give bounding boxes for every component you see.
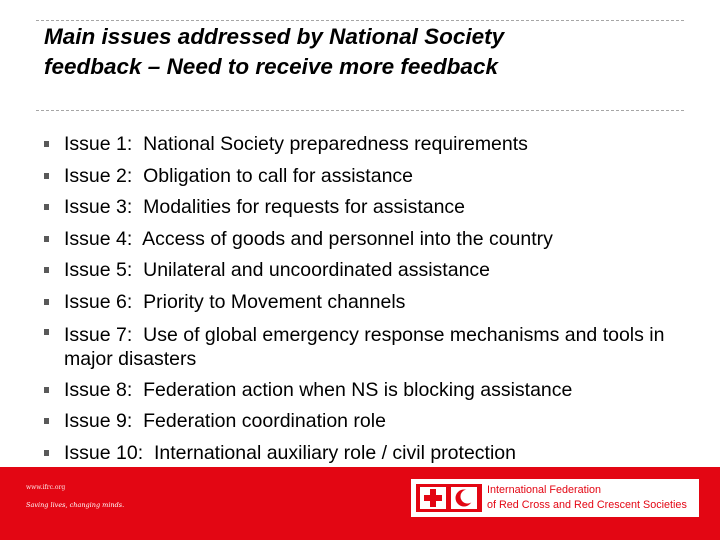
- issue-text: Federation action when NS is blocking assistance: [143, 378, 573, 401]
- logo-emblems: [416, 484, 482, 512]
- square-bullet-icon: [44, 204, 49, 210]
- list-item: [44, 438, 704, 470]
- issue-text: Obligation to call for assistance: [143, 164, 414, 187]
- list-item: [44, 224, 704, 256]
- square-bullet-icon: [44, 418, 49, 424]
- square-bullet-icon: [44, 299, 49, 305]
- issue-label: Issue 1:: [64, 133, 144, 155]
- list-item: [44, 129, 704, 161]
- square-bullet-icon: [44, 329, 49, 335]
- issue-text: Priority to Movement channels: [143, 290, 406, 313]
- square-bullet-icon: [44, 267, 49, 273]
- square-bullet-icon: [44, 173, 49, 179]
- issue-label: Issue 6:: [64, 290, 144, 313]
- issue-label: Issue 2:: [64, 164, 144, 187]
- list-item: [44, 375, 704, 407]
- issue-label: Issue 5:: [64, 259, 144, 282]
- issue-list: [44, 129, 704, 469]
- top-divider: [36, 20, 684, 21]
- issue-text: Federation coordination role: [143, 410, 386, 433]
- red-cross-crescent-icon: [416, 484, 482, 512]
- org-name-line-2: of Red Cross and Red Crescent Societies: [487, 499, 687, 511]
- square-bullet-icon: [44, 387, 49, 393]
- ifrc-logo: [411, 479, 699, 517]
- issue-text: National Society preparedness requirements: [143, 133, 528, 155]
- title-line-1: Main issues addressed by National Society: [44, 24, 505, 49]
- issue-label: Issue 4:: [64, 227, 143, 250]
- issue-text: Modalities for requests for assistance: [143, 196, 466, 219]
- list-item: [44, 287, 704, 319]
- title-line-2: feedback – Need to receive more feedback: [44, 54, 498, 79]
- square-bullet-icon: [44, 141, 49, 147]
- list-item: [44, 406, 704, 438]
- slide-title: [44, 22, 684, 82]
- issue-label: Issue 3:: [64, 196, 144, 219]
- issue-label: Issue 7:: [64, 323, 144, 346]
- title-divider: [36, 110, 684, 111]
- issue-text: Access of goods and personnel into the country: [142, 227, 553, 250]
- footer-bar: [0, 467, 720, 540]
- square-bullet-icon: [44, 450, 49, 456]
- footer-url[interactable]: www.ifrc.org: [26, 484, 66, 491]
- issue-text: Unilateral and uncoordinated assistance: [143, 259, 491, 282]
- footer-tagline: Saving lives, changing minds.: [26, 501, 125, 509]
- square-bullet-icon: [44, 236, 49, 242]
- issue-label: Issue 10:: [64, 441, 154, 464]
- issue-text: Use of global emergency response mechanisms and tools in major disasters: [64, 323, 665, 370]
- list-item: [44, 319, 704, 375]
- list-item: [44, 192, 704, 224]
- issue-label: Issue 8:: [64, 378, 144, 401]
- logo-text: [487, 483, 697, 513]
- org-name-line-1: International Federation: [487, 484, 602, 496]
- issue-label: Issue 9:: [64, 410, 144, 433]
- issue-text: International auxiliary role / civil protection: [153, 441, 516, 464]
- list-item: [44, 255, 704, 287]
- list-item: [44, 161, 704, 193]
